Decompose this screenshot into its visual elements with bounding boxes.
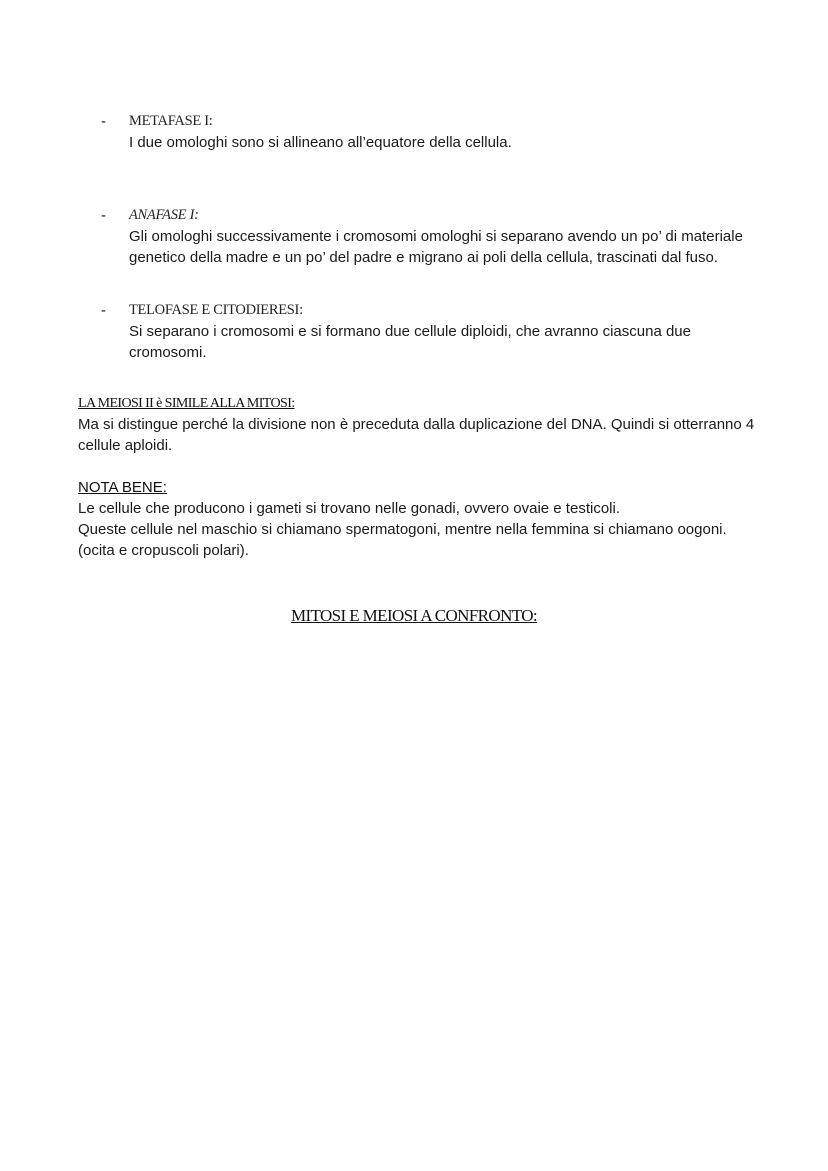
meiosi2-title: LA MEIOSI II è SIMILE ALLA MITOSI: <box>78 396 295 411</box>
meiosi2-section <box>78 393 758 456</box>
list-item-metafase <box>101 111 759 153</box>
nota-bene-section <box>78 477 758 561</box>
telofase-text: Si separano i cromosomi e si formano due cellule diploidi, che avranno ciascuna due cromosomi. <box>129 323 691 361</box>
list-item-telofase <box>101 300 759 363</box>
nota-bene-line-2: Queste cellule nel maschio si chiamano spermatogoni, mentre nella femmina si chiamano oogoni. <box>78 521 727 538</box>
list-dash: - <box>101 207 106 224</box>
list-dash: - <box>101 302 106 319</box>
mitosi-meiosi-confronto-title: MITOSI E MEIOSI A CONFRONTO: <box>290 606 538 625</box>
nota-bene-line-3: (ocita e cropuscoli polari). <box>78 542 249 559</box>
nota-bene-title: NOTA BENE: <box>78 479 167 496</box>
nota-bene-line-1: Le cellule che producono i gameti si trovano nelle gonadi, ovvero ovaie e testicoli. <box>78 500 620 517</box>
meiosi2-text: Ma si distingue perché la divisione non è preceduta dalla duplicazione del DNA. Quindi si otterranno 4 cellule aploidi. <box>78 416 755 454</box>
anafase-text: Gli omologhi successivamente i cromosomi omologhi si separano avendo un po’ di materiale genetico della madre e un po’ del padre e migrano ai poli della cellula, trascinati dal fuso. <box>129 228 743 266</box>
telofase-heading: TELOFASE E CITODIERESI: <box>129 302 303 318</box>
list-item-anafase <box>101 205 759 268</box>
anafase-heading: ANAFASE I: <box>129 207 199 223</box>
metafase-heading: METAFASE I: <box>129 113 213 129</box>
metafase-text: I due omologhi sono si allineano all’equatore della cellula. <box>129 134 512 151</box>
list-dash: - <box>101 113 106 130</box>
